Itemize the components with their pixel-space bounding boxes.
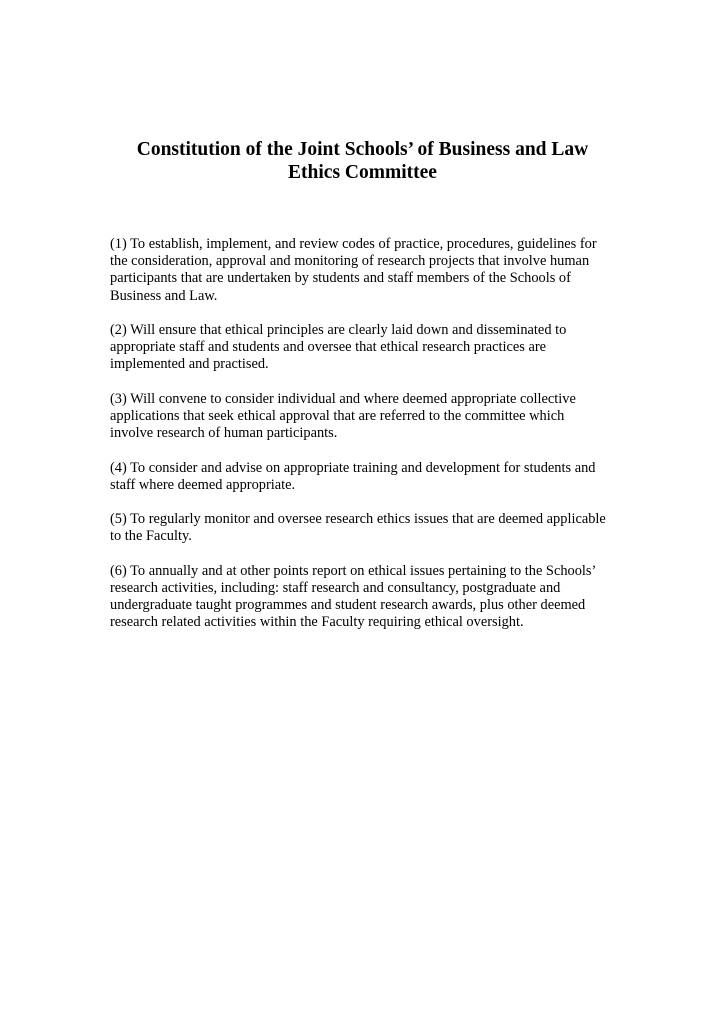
paragraph-line: (3) Will convene to consider individual and where deemed appropriate collective [110, 390, 576, 407]
paragraph-line: research activities, including: staff research and consultancy, postgraduate and [110, 579, 561, 596]
paragraph-6 [110, 563, 630, 632]
title-line-2: Ethics Committee [288, 162, 437, 183]
paragraph-line: (1) To establish, implement, and review codes of practice, procedures, guidelines for [110, 236, 597, 252]
paragraph-line: (5) To regularly monitor and oversee research ethics issues that are deemed applicable [110, 511, 606, 528]
paragraph-line: undergraduate taught programmes and student research awards, plus other deemed [110, 597, 586, 614]
paragraph-line: participants that are undertaken by students and staff members of the Schools of [110, 270, 571, 287]
paragraph-line: implemented and practised. [110, 356, 269, 373]
paragraph-3 [110, 391, 630, 443]
paragraph-line: the consideration, approval and monitoring of research projects that involve human [110, 253, 590, 270]
paragraph-line: (6) To annually and at other points report on ethical issues pertaining to the Schools’ [110, 562, 597, 579]
paragraph-line: staff where deemed appropriate. [110, 476, 296, 493]
document-title [90, 138, 635, 184]
paragraph-2 [110, 322, 630, 374]
document-body [110, 236, 630, 649]
paragraph-5 [110, 511, 630, 545]
paragraph-line: Business and Law. [110, 287, 218, 304]
title-line-1: Constitution of the Joint Schools’ of Business and Law [136, 139, 589, 160]
paragraph-line: research related activities within the Faculty requiring ethical oversight. [110, 614, 524, 631]
paragraph-line: (4) To consider and advise on appropriate training and development for students and [110, 459, 596, 476]
paragraph-1 [110, 236, 630, 305]
paragraph-line: (2) Will ensure that ethical principles are clearly laid down and disseminated to [110, 322, 567, 338]
paragraph-line: to the Faculty. [110, 528, 192, 545]
paragraph-line: applications that seek ethical approval that are referred to the committee which [110, 408, 565, 424]
paragraph-line: involve research of human participants. [110, 425, 338, 442]
paragraph-4 [110, 460, 630, 494]
paragraph-line: appropriate staff and students and oversee that ethical research practices are [110, 339, 547, 356]
